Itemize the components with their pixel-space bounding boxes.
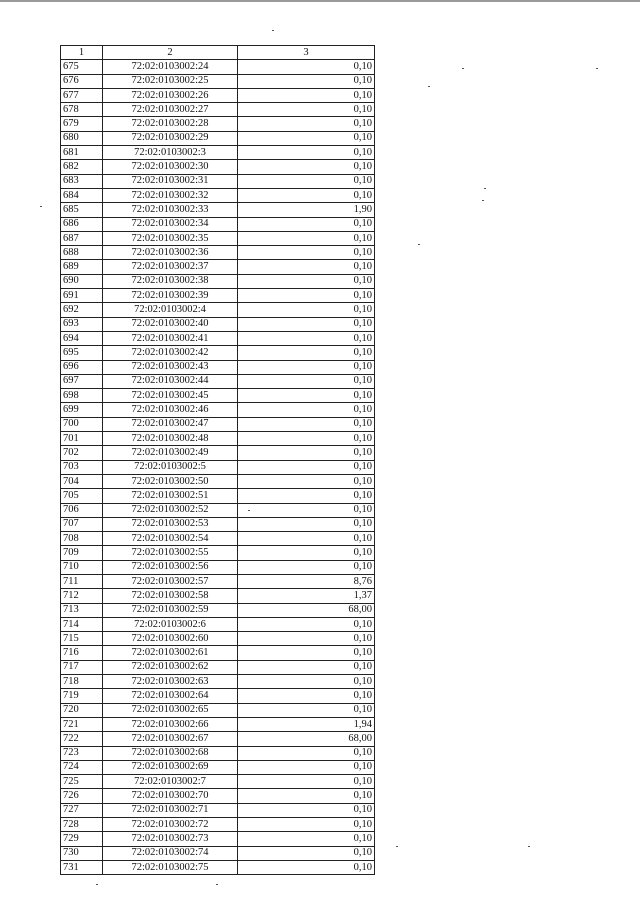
column-header-1: 1 [61, 46, 103, 60]
row-number: 717 [61, 660, 103, 674]
cadastral-number: 72:02:0103002:62 [103, 660, 238, 674]
table-row [61, 746, 375, 760]
cadastral-number: 72:02:0103002:38 [103, 274, 238, 288]
table-row [61, 417, 375, 431]
area-value: 1,94 [238, 717, 375, 731]
cadastral-number: 72:02:0103002:29 [103, 131, 238, 145]
cadastral-number: 72:02:0103002:51 [103, 489, 238, 503]
area-value: 68,00 [238, 732, 375, 746]
area-value: 0,10 [238, 560, 375, 574]
row-number: 677 [61, 88, 103, 102]
table-row [61, 732, 375, 746]
area-value: 1,90 [238, 203, 375, 217]
row-number: 697 [61, 374, 103, 388]
cadastral-number: 72:02:0103002:63 [103, 675, 238, 689]
table-row [61, 289, 375, 303]
table-row [61, 188, 375, 202]
table-row [61, 560, 375, 574]
scan-speck [528, 846, 530, 847]
cadastral-number: 72:02:0103002:36 [103, 246, 238, 260]
row-number: 706 [61, 503, 103, 517]
cadastral-number: 72:02:0103002:48 [103, 432, 238, 446]
row-number: 694 [61, 331, 103, 345]
scan-speck [482, 200, 484, 201]
table-row [61, 117, 375, 131]
table-row [61, 317, 375, 331]
row-number: 714 [61, 617, 103, 631]
cadastral-number: 72:02:0103002:35 [103, 231, 238, 245]
row-number: 700 [61, 417, 103, 431]
row-number: 730 [61, 846, 103, 860]
cadastral-number: 72:02:0103002:73 [103, 832, 238, 846]
table-row [61, 603, 375, 617]
scan-speck [40, 206, 42, 207]
row-number: 722 [61, 732, 103, 746]
row-number: 698 [61, 389, 103, 403]
table-row [61, 246, 375, 260]
row-number: 679 [61, 117, 103, 131]
row-number: 690 [61, 274, 103, 288]
row-number: 699 [61, 403, 103, 417]
row-number: 691 [61, 289, 103, 303]
row-number: 716 [61, 646, 103, 660]
cadastral-number: 72:02:0103002:67 [103, 732, 238, 746]
table-row [61, 74, 375, 88]
cadastral-number: 72:02:0103002:61 [103, 646, 238, 660]
area-value: 0,10 [238, 832, 375, 846]
header-row [61, 46, 375, 60]
cadastral-number: 72:02:0103002:56 [103, 560, 238, 574]
cadastral-number: 72:02:0103002:25 [103, 74, 238, 88]
table-row [61, 860, 375, 874]
table-row [61, 632, 375, 646]
scan-speck [484, 188, 486, 189]
cadastral-number: 72:02:0103002:59 [103, 603, 238, 617]
area-value: 0,10 [238, 231, 375, 245]
row-number: 678 [61, 103, 103, 117]
table-row [61, 303, 375, 317]
table-row [61, 231, 375, 245]
cadastral-number: 72:02:0103002:52 [103, 503, 238, 517]
area-value: 0,10 [238, 617, 375, 631]
cadastral-number: 72:02:0103002:57 [103, 574, 238, 588]
cadastral-number: 72:02:0103002:3 [103, 146, 238, 160]
row-number: 707 [61, 517, 103, 531]
table-row [61, 503, 375, 517]
table-row [61, 160, 375, 174]
area-value: 0,10 [238, 217, 375, 231]
table-row [61, 374, 375, 388]
row-number: 720 [61, 703, 103, 717]
area-value: 0,10 [238, 532, 375, 546]
area-value: 0,10 [238, 88, 375, 102]
row-number: 712 [61, 589, 103, 603]
cadastral-number: 72:02:0103002:34 [103, 217, 238, 231]
table-row [61, 574, 375, 588]
row-number: 715 [61, 632, 103, 646]
cadastral-number: 72:02:0103002:7 [103, 775, 238, 789]
table-row [61, 432, 375, 446]
cadastral-number: 72:02:0103002:44 [103, 374, 238, 388]
scan-speck [396, 846, 398, 847]
area-value: 0,10 [238, 789, 375, 803]
table-row [61, 775, 375, 789]
area-value: 0,10 [238, 131, 375, 145]
area-value: 0,10 [238, 846, 375, 860]
cadastral-number: 72:02:0103002:46 [103, 403, 238, 417]
row-number: 719 [61, 689, 103, 703]
row-number: 692 [61, 303, 103, 317]
cadastral-number: 72:02:0103002:43 [103, 360, 238, 374]
scan-speck [418, 244, 420, 245]
area-value: 0,10 [238, 860, 375, 874]
table-row [61, 789, 375, 803]
table-row [61, 517, 375, 531]
cadastral-number: 72:02:0103002:53 [103, 517, 238, 531]
area-value: 0,10 [238, 117, 375, 131]
area-value: 0,10 [238, 146, 375, 160]
row-number: 705 [61, 489, 103, 503]
row-number: 713 [61, 603, 103, 617]
area-value: 0,10 [238, 632, 375, 646]
area-value: 0,10 [238, 474, 375, 488]
cadastral-number: 72:02:0103002:28 [103, 117, 238, 131]
row-number: 683 [61, 174, 103, 188]
table-row [61, 818, 375, 832]
area-value: 0,10 [238, 289, 375, 303]
row-number: 693 [61, 317, 103, 331]
cadastral-number: 72:02:0103002:50 [103, 474, 238, 488]
area-value: 0,10 [238, 675, 375, 689]
page-top-edge [0, 0, 640, 2]
table-row [61, 660, 375, 674]
area-value: 0,10 [238, 432, 375, 446]
scan-speck [96, 884, 98, 885]
row-number: 724 [61, 760, 103, 774]
table-row [61, 274, 375, 288]
area-value: 0,10 [238, 260, 375, 274]
area-value: 0,10 [238, 546, 375, 560]
table-row [61, 675, 375, 689]
area-value: 0,10 [238, 517, 375, 531]
cadastral-number: 72:02:0103002:32 [103, 188, 238, 202]
table-header [61, 46, 375, 60]
table-row [61, 446, 375, 460]
row-number: 684 [61, 188, 103, 202]
area-value: 0,10 [238, 346, 375, 360]
area-value: 0,10 [238, 503, 375, 517]
area-value: 0,10 [238, 760, 375, 774]
area-value: 0,10 [238, 660, 375, 674]
row-number: 686 [61, 217, 103, 231]
area-value: 0,10 [238, 246, 375, 260]
area-value: 0,10 [238, 360, 375, 374]
area-value: 0,10 [238, 317, 375, 331]
scan-speck [216, 884, 218, 885]
cadastral-number: 72:02:0103002:64 [103, 689, 238, 703]
row-number: 681 [61, 146, 103, 160]
cadastral-number: 72:02:0103002:65 [103, 703, 238, 717]
row-number: 689 [61, 260, 103, 274]
table-row [61, 489, 375, 503]
area-value: 0,10 [238, 74, 375, 88]
row-number: 675 [61, 60, 103, 74]
table-row [61, 474, 375, 488]
area-value: 0,10 [238, 403, 375, 417]
row-number: 704 [61, 474, 103, 488]
row-number: 721 [61, 717, 103, 731]
cadastral-number: 72:02:0103002:71 [103, 803, 238, 817]
cadastral-number: 72:02:0103002:66 [103, 717, 238, 731]
table-row [61, 617, 375, 631]
table-row [61, 217, 375, 231]
cadastral-number: 72:02:0103002:74 [103, 846, 238, 860]
area-value: 0,10 [238, 389, 375, 403]
row-number: 710 [61, 560, 103, 574]
row-number: 702 [61, 446, 103, 460]
row-number: 723 [61, 746, 103, 760]
row-number: 718 [61, 675, 103, 689]
row-number: 726 [61, 789, 103, 803]
scan-speck [462, 68, 464, 69]
cadastral-number: 72:02:0103002:55 [103, 546, 238, 560]
area-value: 0,10 [238, 417, 375, 431]
row-number: 695 [61, 346, 103, 360]
scan-speck [272, 30, 274, 31]
table-row [61, 646, 375, 660]
table-row [61, 717, 375, 731]
area-value: 0,10 [238, 188, 375, 202]
area-value: 0,10 [238, 703, 375, 717]
area-value: 0,10 [238, 446, 375, 460]
table-row [61, 389, 375, 403]
cadastral-number: 72:02:0103002:54 [103, 532, 238, 546]
cadastral-number: 72:02:0103002:6 [103, 617, 238, 631]
row-number: 685 [61, 203, 103, 217]
table-row [61, 203, 375, 217]
cadastral-number: 72:02:0103002:70 [103, 789, 238, 803]
cadastral-number: 72:02:0103002:69 [103, 760, 238, 774]
row-number: 731 [61, 860, 103, 874]
row-number: 729 [61, 832, 103, 846]
row-number: 725 [61, 775, 103, 789]
table-row [61, 803, 375, 817]
row-number: 727 [61, 803, 103, 817]
table-body [61, 60, 375, 875]
cadastral-number: 72:02:0103002:68 [103, 746, 238, 760]
cadastral-number: 72:02:0103002:39 [103, 289, 238, 303]
row-number: 687 [61, 231, 103, 245]
row-number: 701 [61, 432, 103, 446]
table-row [61, 589, 375, 603]
table-row [61, 60, 375, 74]
row-number: 708 [61, 532, 103, 546]
table-row [61, 689, 375, 703]
table-row [61, 546, 375, 560]
row-number: 676 [61, 74, 103, 88]
table-row [61, 146, 375, 160]
cadastral-number: 72:02:0103002:40 [103, 317, 238, 331]
table-row [61, 703, 375, 717]
area-value: 0,10 [238, 303, 375, 317]
table-row [61, 174, 375, 188]
area-value: 0,10 [238, 160, 375, 174]
scan-speck [428, 86, 430, 87]
cadastral-number: 72:02:0103002:31 [103, 174, 238, 188]
cadastral-number: 72:02:0103002:75 [103, 860, 238, 874]
cadastral-number: 72:02:0103002:27 [103, 103, 238, 117]
area-value: 0,10 [238, 746, 375, 760]
area-value: 0,10 [238, 803, 375, 817]
area-value: 0,10 [238, 775, 375, 789]
area-value: 0,10 [238, 460, 375, 474]
row-number: 711 [61, 574, 103, 588]
cadastral-number: 72:02:0103002:72 [103, 818, 238, 832]
row-number: 680 [61, 131, 103, 145]
cadastral-number: 72:02:0103002:58 [103, 589, 238, 603]
table-row [61, 346, 375, 360]
row-number: 703 [61, 460, 103, 474]
cadastral-number: 72:02:0103002:30 [103, 160, 238, 174]
cadastral-table [60, 45, 375, 875]
area-value: 0,10 [238, 60, 375, 74]
area-value: 0,10 [238, 274, 375, 288]
area-value: 8,76 [238, 574, 375, 588]
area-value: 0,10 [238, 689, 375, 703]
table-row [61, 260, 375, 274]
scan-speck [596, 68, 598, 69]
table-row [61, 832, 375, 846]
cadastral-number: 72:02:0103002:4 [103, 303, 238, 317]
cadastral-number: 72:02:0103002:26 [103, 88, 238, 102]
row-number: 709 [61, 546, 103, 560]
cadastral-number: 72:02:0103002:47 [103, 417, 238, 431]
table-row [61, 760, 375, 774]
area-value: 68,00 [238, 603, 375, 617]
cadastral-number: 72:02:0103002:60 [103, 632, 238, 646]
row-number: 682 [61, 160, 103, 174]
table-row [61, 331, 375, 345]
cadastral-number: 72:02:0103002:33 [103, 203, 238, 217]
table-row [61, 103, 375, 117]
scan-speck [248, 510, 250, 511]
table-row [61, 532, 375, 546]
cadastral-number: 72:02:0103002:24 [103, 60, 238, 74]
area-value: 0,10 [238, 103, 375, 117]
area-value: 0,10 [238, 331, 375, 345]
area-value: 0,10 [238, 646, 375, 660]
row-number: 696 [61, 360, 103, 374]
cadastral-number: 72:02:0103002:41 [103, 331, 238, 345]
row-number: 688 [61, 246, 103, 260]
column-header-2: 2 [103, 46, 238, 60]
cadastral-number: 72:02:0103002:49 [103, 446, 238, 460]
cadastral-number: 72:02:0103002:37 [103, 260, 238, 274]
table-row [61, 846, 375, 860]
cadastral-number: 72:02:0103002:45 [103, 389, 238, 403]
column-header-3: 3 [238, 46, 375, 60]
area-value: 0,10 [238, 818, 375, 832]
cadastral-number: 72:02:0103002:5 [103, 460, 238, 474]
table-row [61, 403, 375, 417]
area-value: 1,37 [238, 589, 375, 603]
area-value: 0,10 [238, 374, 375, 388]
cadastral-number: 72:02:0103002:42 [103, 346, 238, 360]
table-row [61, 88, 375, 102]
table-row [61, 460, 375, 474]
row-number: 728 [61, 818, 103, 832]
table-row [61, 360, 375, 374]
area-value: 0,10 [238, 489, 375, 503]
area-value: 0,10 [238, 174, 375, 188]
table-row [61, 131, 375, 145]
